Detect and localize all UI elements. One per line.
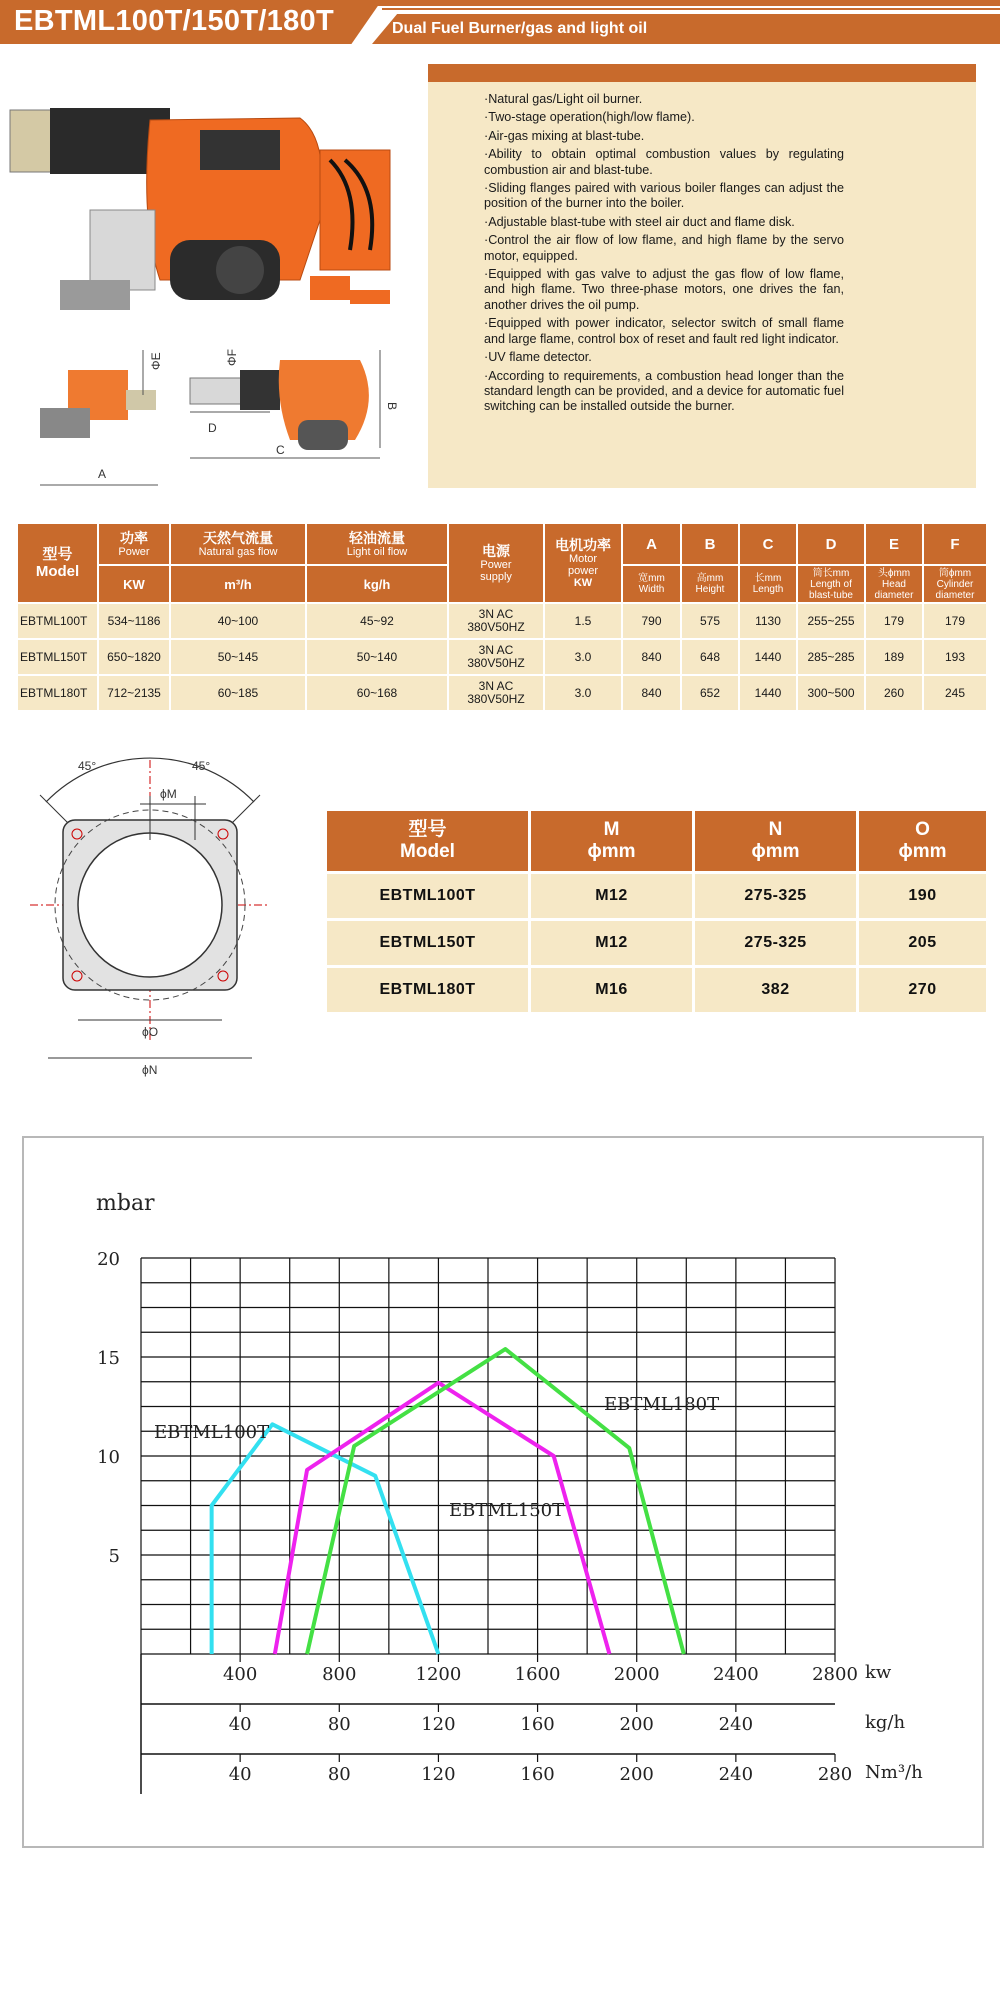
center-hole — [78, 833, 222, 977]
cell-oil: 45~92 — [306, 603, 448, 639]
header-e-sub — [865, 565, 923, 603]
dim-label-phim: ϕM — [160, 787, 177, 801]
cell-power: 650~1820 — [98, 639, 170, 675]
cell-model: EBTML150T — [17, 639, 98, 675]
header-power-en: Power — [118, 545, 150, 558]
header-b: B — [681, 523, 739, 565]
cell-o: 205 — [858, 920, 988, 967]
table-row — [326, 873, 988, 920]
header-model — [17, 523, 98, 603]
dimension-drawing — [40, 340, 400, 490]
side-view-flange — [240, 370, 280, 410]
cell-d: 285~285 — [797, 639, 865, 675]
side-view-motor — [298, 420, 348, 450]
header-supply-en1: Power — [480, 558, 512, 571]
header-e-sub3: diameter — [874, 589, 914, 601]
cell-a: 840 — [622, 639, 681, 675]
cell-a: 790 — [622, 603, 681, 639]
flange-plate-shape — [310, 276, 350, 300]
dim-label-phio: ϕO — [142, 1025, 159, 1039]
x-tick-label: 1200 — [415, 1664, 462, 1685]
cell-supply-line1: 3N AC — [478, 607, 514, 621]
header-divider-line — [382, 8, 1000, 10]
header-e: E — [865, 523, 923, 565]
page-title: EBTML100T/150T/180T — [14, 5, 334, 37]
header-gas-en: Natural gas flow — [198, 545, 278, 558]
header-f-sub3: diameter — [935, 589, 975, 601]
burner-illustration — [0, 100, 410, 330]
flange-header-n — [694, 810, 858, 873]
flange-header-model-cn: 型号 — [408, 819, 447, 840]
dim-label-a: A — [98, 467, 107, 481]
dim-label-d: D — [208, 421, 217, 435]
flange-header-o-unit: ϕmm — [898, 841, 947, 862]
cell-motor: 1.5 — [544, 603, 622, 639]
cell-a: 840 — [622, 675, 681, 711]
cell-power: 712~2135 — [98, 675, 170, 711]
header-supply-en2: supply — [480, 570, 512, 583]
feature-item: ·Sliding flanges paired with various boiler flanges can adjust the position of the burner into the boiler. — [484, 181, 844, 211]
x-tick-label: 1600 — [514, 1664, 561, 1685]
feature-item: ·Equipped with power indicator, selector switch of small flame and large flame, control box of reset and fault red light indicator. — [484, 316, 844, 346]
header-b-sub — [681, 565, 739, 603]
x-tick-label: 200 — [619, 1764, 654, 1785]
feature-item: ·Equipped with gas valve to adjust the gas flow of low flame, and high flame. Two three-phase motors, one drives the fan, another drives the oil pump. — [484, 267, 844, 312]
cell-n: 275-325 — [694, 920, 858, 967]
header-model-en: Model — [35, 563, 80, 580]
series-label: EBTML100T — [154, 1422, 270, 1443]
front-view-tube — [126, 390, 156, 410]
y-tick-label: 10 — [97, 1447, 120, 1468]
cell-model: EBTML180T — [17, 675, 98, 711]
header-gas-flow — [170, 523, 306, 565]
cell-o: 270 — [858, 967, 988, 1014]
spec-table — [16, 522, 988, 712]
table-row — [326, 967, 988, 1014]
flange-table — [324, 808, 989, 1015]
chart-svg — [24, 1138, 982, 1846]
header-d-sub — [797, 565, 865, 603]
header-oil-flow — [306, 523, 448, 565]
feature-item: ·Air-gas mixing at blast-tube. — [484, 128, 645, 143]
table-row — [17, 639, 987, 675]
cell-gas: 40~100 — [170, 603, 306, 639]
cell-supply-line1: 3N AC — [478, 679, 514, 693]
feature-item: ·UV flame detector. — [484, 350, 592, 365]
header-b-sub2: Height — [695, 584, 725, 595]
cell-model: EBTML100T — [326, 873, 530, 920]
cell-supply-line2: 380V50HZ — [467, 656, 525, 670]
cell-motor: 3.0 — [544, 675, 622, 711]
cell-b: 652 — [681, 675, 739, 711]
dim-label-phin: ϕN — [142, 1063, 158, 1077]
header-e-sub1: 头ϕmm — [877, 567, 911, 579]
feature-item: ·Adjustable blast-tube with steel air duct and flame disk. — [484, 214, 795, 229]
feature-item: ·Natural gas/Light oil burner. — [484, 92, 643, 106]
cell-b: 575 — [681, 603, 739, 639]
header-a-sub1: 宽mm — [638, 573, 665, 584]
cell-e: 179 — [865, 603, 923, 639]
cell-motor: 3.0 — [544, 639, 622, 675]
header-f-sub — [923, 565, 987, 603]
page-header — [0, 0, 1000, 48]
header-model-cn: 型号 — [42, 546, 73, 563]
x-tick-label: 240 — [718, 1714, 754, 1735]
cell-n: 382 — [694, 967, 858, 1014]
cell-e: 189 — [865, 639, 923, 675]
header-f: F — [923, 523, 987, 565]
header-gas-cn: 天然气流量 — [203, 529, 273, 546]
feature-item: ·According to requirements, a combustion head longer than the standard length can be provided, and a device for automatic fuel switching can be installed outside the burner. — [484, 368, 844, 414]
angle-label-left: 45° — [78, 759, 97, 773]
x-tick-label: 80 — [327, 1764, 351, 1785]
flange-header-m-unit: ϕmm — [587, 841, 636, 862]
cell-c: 1130 — [739, 603, 797, 639]
y-axis-label: mbar — [96, 1191, 155, 1216]
features-list — [484, 92, 844, 418]
cell-c: 1440 — [739, 639, 797, 675]
x-axis-unit: Nm³/h — [865, 1762, 923, 1783]
features-panel-bar — [428, 64, 976, 82]
cell-power: 534~1186 — [98, 603, 170, 639]
burner-photo — [0, 100, 410, 330]
header-b-sub1: 高mm — [696, 573, 724, 584]
header-motor-unit: KW — [573, 576, 593, 589]
header-oil-en: Light oil flow — [346, 545, 408, 558]
cell-f: 179 — [923, 603, 987, 639]
servo-motor-shape — [200, 130, 280, 170]
cell-b: 648 — [681, 639, 739, 675]
header-a-sub2: Width — [638, 584, 665, 595]
header-f-sub1: 筒ϕmm — [938, 567, 972, 579]
cell-gas: 50~145 — [170, 639, 306, 675]
cell-oil: 60~168 — [306, 675, 448, 711]
cell-supply — [448, 603, 544, 639]
cell-supply — [448, 675, 544, 711]
x-tick-label: 160 — [520, 1714, 555, 1735]
cell-n: 275-325 — [694, 873, 858, 920]
flange-header-o-label: O — [915, 819, 930, 840]
x-tick-label: 120 — [421, 1764, 456, 1785]
flange-header-n-label: N — [768, 819, 783, 840]
flange-header-o — [858, 810, 988, 873]
cell-oil: 50~140 — [306, 639, 448, 675]
header-motor-power — [544, 523, 622, 603]
flange-header-m-label: M — [603, 819, 620, 840]
gas-train-shape — [60, 280, 130, 310]
header-motor-en2: power — [568, 564, 598, 577]
flange-plate-shape — [350, 290, 390, 304]
feature-item: ·Control the air flow of low flame, and high flame by the servo motor, equipped. — [484, 233, 844, 263]
table-row — [17, 675, 987, 711]
cell-o: 190 — [858, 873, 988, 920]
cell-c: 1440 — [739, 675, 797, 711]
flange-header-model — [326, 810, 530, 873]
cell-supply-line2: 380V50HZ — [467, 620, 525, 634]
series-label: EBTML180T — [604, 1394, 720, 1415]
header-d-sub3: blast-tube — [809, 589, 853, 601]
x-tick-label: 2400 — [712, 1664, 759, 1685]
dim-label-c: C — [276, 443, 285, 457]
x-axis-unit: kw — [865, 1662, 892, 1683]
flange-header-m — [530, 810, 694, 873]
cell-m: M12 — [530, 873, 694, 920]
header-power — [98, 523, 170, 565]
header-c-sub1: 长mm — [754, 573, 782, 584]
header-c-sub — [739, 565, 797, 603]
cell-model: EBTML150T — [326, 920, 530, 967]
header-c-sub2: Length — [752, 584, 784, 595]
x-tick-label: 80 — [327, 1714, 351, 1735]
x-tick-label: 2000 — [613, 1664, 660, 1685]
flange-drawing — [30, 740, 270, 1080]
gas-valve-shape — [90, 210, 155, 290]
pressure-chart — [22, 1136, 984, 1848]
cell-d: 300~500 — [797, 675, 865, 711]
cell-supply — [448, 639, 544, 675]
series-label: EBTML150T — [449, 1500, 565, 1521]
header-c: C — [739, 523, 797, 565]
cell-supply-line1: 3N AC — [478, 643, 514, 657]
feature-item: ·Two-stage operation(high/low flame). — [484, 110, 695, 125]
header-e-sub2: Head — [882, 578, 906, 590]
motor-cap-shape — [216, 246, 264, 294]
x-tick-label: 200 — [619, 1714, 654, 1735]
header-oil-cn: 轻油流量 — [349, 529, 405, 546]
x-axis-unit: kg/h — [865, 1712, 906, 1733]
header-oil-unit: kg/h — [306, 565, 448, 603]
angle-label-right: 45° — [192, 759, 211, 773]
x-tick-label: 40 — [228, 1764, 252, 1785]
cell-model: EBTML180T — [326, 967, 530, 1014]
header-a: A — [622, 523, 681, 565]
header-supply-cn: 电源 — [482, 542, 510, 559]
cell-f: 193 — [923, 639, 987, 675]
header-power-supply — [448, 523, 544, 603]
x-tick-label: 120 — [421, 1714, 456, 1735]
header-power-cn: 功率 — [120, 529, 148, 546]
cell-model: EBTML100T — [17, 603, 98, 639]
dim-label-phie: ΦE — [149, 352, 163, 370]
cell-gas: 60~185 — [170, 675, 306, 711]
x-tick-label: 160 — [520, 1764, 555, 1785]
features-panel — [428, 64, 976, 488]
feature-item: ·Ability to obtain optimal combustion values by regulating combustion air and blast-tube. — [484, 147, 844, 177]
header-motor-en1: Motor — [568, 552, 598, 565]
flange-header-model-en: Model — [400, 841, 455, 862]
cell-supply-line2: 380V50HZ — [467, 692, 525, 706]
x-tick-label: 240 — [718, 1764, 754, 1785]
table-row — [326, 920, 988, 967]
header-a-sub — [622, 565, 681, 603]
x-tick-label: 280 — [817, 1764, 853, 1785]
table-row — [17, 603, 987, 639]
x-tick-label: 800 — [322, 1664, 357, 1685]
header-motor-cn: 电机功率 — [555, 536, 611, 553]
header-d-sub1: 筒长mm — [812, 567, 850, 579]
x-tick-label: 2800 — [812, 1664, 858, 1685]
cell-m: M16 — [530, 967, 694, 1014]
page-subtitle: Dual Fuel Burner/gas and light oil — [392, 20, 648, 37]
header-power-unit: KW — [98, 565, 170, 603]
y-tick-label: 15 — [97, 1348, 120, 1369]
header-d: D — [797, 523, 865, 565]
cell-m: M12 — [530, 920, 694, 967]
header-d-sub2: Length of — [810, 578, 852, 590]
x-tick-label: 400 — [222, 1664, 258, 1685]
y-tick-label: 5 — [108, 1546, 120, 1567]
y-tick-label: 20 — [97, 1249, 120, 1270]
cell-d: 255~255 — [797, 603, 865, 639]
header-gas-unit: m³/h — [170, 565, 306, 603]
dim-label-b: B — [385, 402, 399, 411]
front-view-valve — [40, 408, 90, 438]
cell-e: 260 — [865, 675, 923, 711]
x-tick-label: 40 — [228, 1714, 252, 1735]
cell-f: 245 — [923, 675, 987, 711]
dim-label-phif: ΦF — [225, 349, 239, 366]
header-f-sub2: Cylinder — [936, 578, 974, 590]
flange-header-n-unit: ϕmm — [751, 841, 800, 862]
